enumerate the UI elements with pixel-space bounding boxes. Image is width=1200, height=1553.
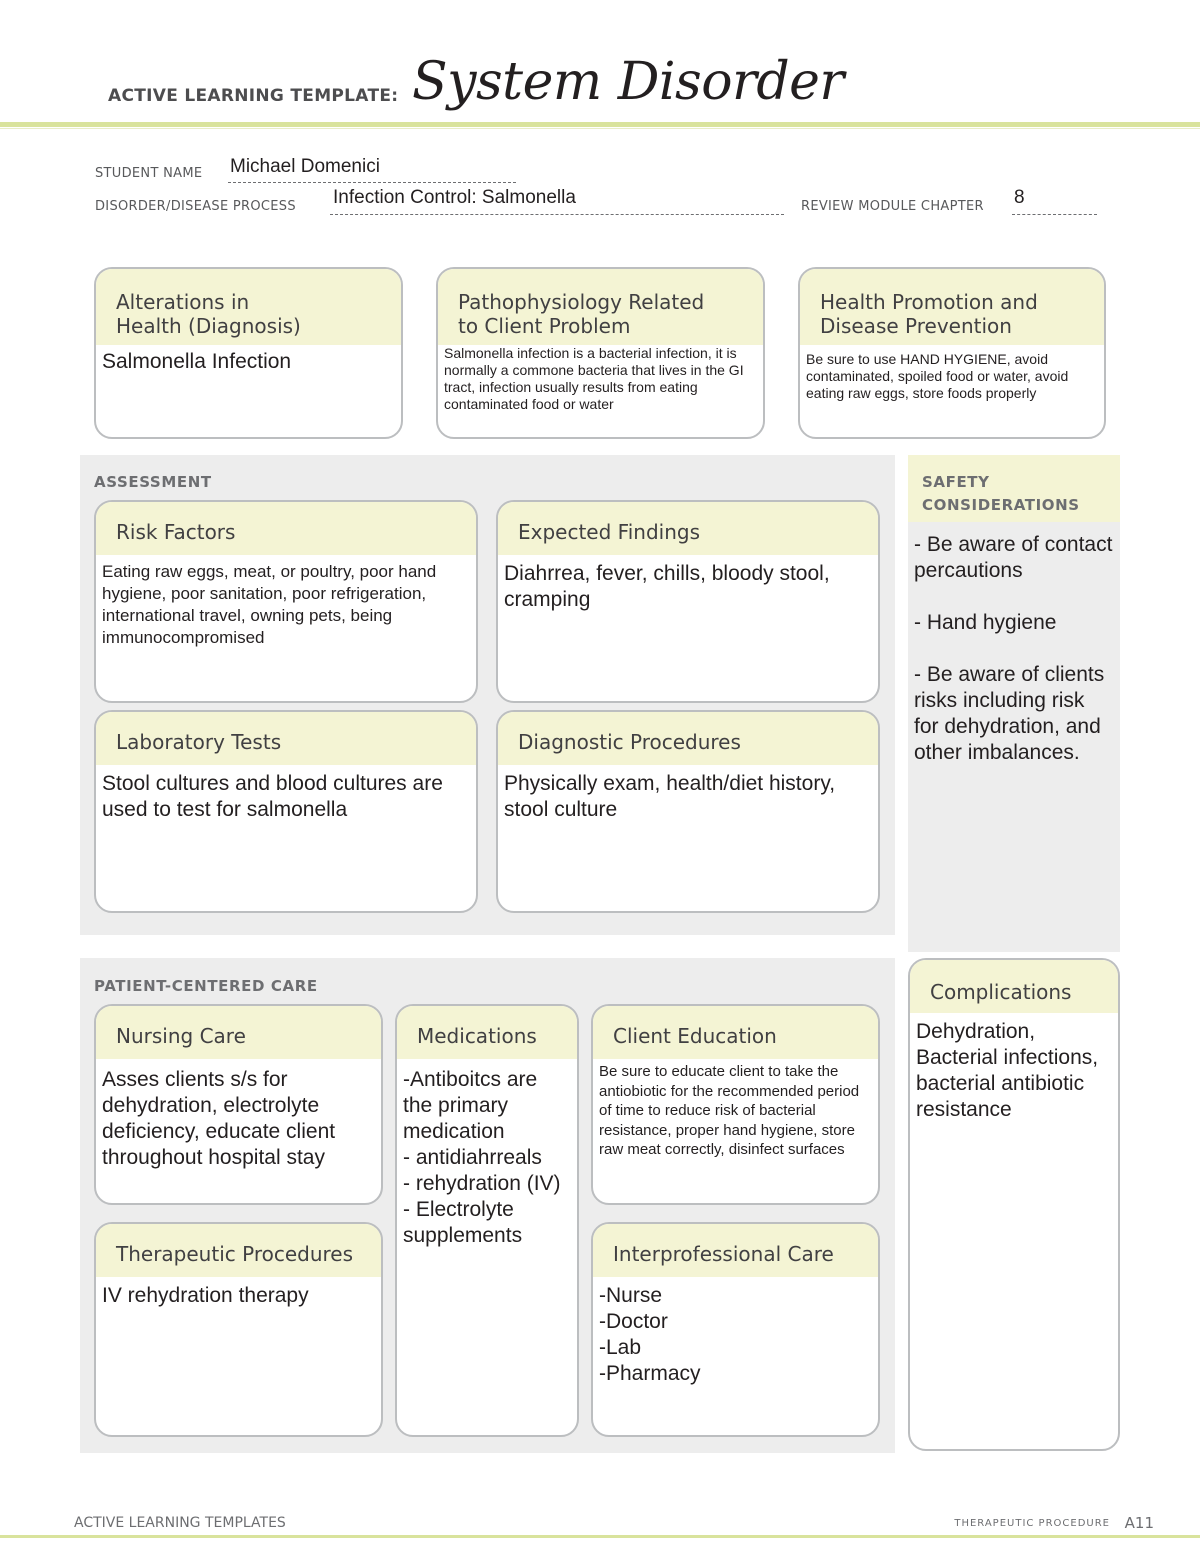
pathophysiology-body[interactable]: Salmonella infection is a bacterial infection, it is normally a commone bacteria that lives in the GI tract, infection usually results from eating contaminated food or water [444,345,744,412]
safety-title [908,455,1120,522]
therapeutic-procedures-title: Therapeutic Procedures [96,1224,381,1277]
template-label: ACTIVE LEARNING TEMPLATE: [108,86,399,106]
alterations-title [96,269,401,345]
therapeutic-procedures-card [94,1222,383,1437]
interprofessional-care-body[interactable] [593,1277,878,1391]
diagnostic-procedures-body[interactable]: Physically exam, health/diet history, stool culture [504,772,836,821]
medication-line: - antidiahrreals [403,1146,542,1169]
assessment-title: ASSESSMENT [94,473,212,491]
interprofessional-line: -Pharmacy [599,1362,701,1385]
safety-item: - Hand hygiene [914,611,1057,634]
laboratory-tests-title: Laboratory Tests [96,712,476,765]
health-promotion-title [800,269,1104,345]
safety-item: - Be aware of clients risks including risk for dehydration, and other imbalances. [914,663,1105,764]
pathophysiology-title-line1: Pathophysiology Related [458,290,705,314]
nursing-care-card [94,1004,383,1205]
expected-findings-body[interactable]: Diahrrea, fever, chills, bloody stool, cramping [504,562,830,611]
chapter-value[interactable]: 8 [1014,187,1025,208]
student-name-label: STUDENT NAME [95,166,203,181]
chapter-line [1012,214,1097,215]
template-title: System Disorder [412,52,844,112]
safety-body[interactable] [908,522,1120,952]
interprofessional-line: -Doctor [599,1310,668,1333]
health-promotion-body[interactable]: Be sure to use HAND HYGIENE, avoid contaminated, spoiled food or water, avoid eating raw eggs, store foods properly [806,351,1069,401]
alterations-title-line2: Health (Diagnosis) [116,314,301,338]
header-divider [0,122,1200,127]
student-name-line [228,182,516,183]
safety-item: - Be aware of contact percautions [914,533,1113,582]
complications-card [908,958,1120,1451]
client-education-card [591,1004,880,1205]
alterations-card [94,267,403,439]
expected-findings-title: Expected Findings [498,502,878,555]
client-education-body[interactable]: Be sure to educate client to take the antiobiotic for the recommended period of time to reduce risk of bacterial resistance, proper hand hygiene, store raw meat correctly, disinfect surfaces [599,1063,860,1158]
medication-line: -Antiboitcs are the primary medication [403,1068,538,1143]
health-promotion-title-line2: Disease Prevention [820,314,1012,338]
footer-left-label: ACTIVE LEARNING TEMPLATES [74,1515,286,1531]
interprofessional-line: -Nurse [599,1284,663,1307]
alterations-body[interactable]: Salmonella Infection [102,350,292,373]
nursing-care-title: Nursing Care [96,1006,381,1059]
footer-right-label: THERAPEUTIC PROCEDURE [954,1518,1110,1529]
risk-factors-card [94,500,478,703]
interprofessional-care-card [591,1222,880,1437]
health-promotion-title-line1: Health Promotion and [820,290,1038,314]
header-divider-thin [0,128,1200,129]
diagnostic-procedures-title: Diagnostic Procedures [498,712,878,765]
complications-body[interactable]: Dehydration, Bacterial infections, bacterial antibiotic resistance [916,1020,1099,1121]
chapter-label: REVIEW MODULE CHAPTER [801,199,984,214]
client-education-title: Client Education [593,1006,878,1059]
risk-factors-body[interactable]: Eating raw eggs, meat, or poultry, poor hand hygiene, poor sanitation, poor refrigeration, international travel, owning pets, being immunocompromised [102,562,437,647]
pathophysiology-title-line2: to Client Problem [458,314,631,338]
disorder-value[interactable]: Infection Control: Salmonella [333,187,576,208]
pathophysiology-card [436,267,765,439]
laboratory-tests-card [94,710,478,913]
medication-line: - Electrolyte supplements [403,1198,523,1247]
health-promotion-card [798,267,1106,439]
disorder-label: DISORDER/DISEASE PROCESS [95,199,296,214]
complications-title: Complications [910,960,1118,1013]
laboratory-tests-body[interactable]: Stool cultures and blood cultures are used to test for salmonella [102,772,443,821]
nursing-care-body[interactable]: Asses clients s/s for dehydration, electrolyte deficiency, educate client throughout hospital stay [102,1068,336,1169]
medication-line: - rehydration (IV) [403,1172,561,1195]
medications-title: Medications [397,1006,577,1059]
safety-title-line2: CONSIDERATIONS [922,496,1080,514]
diagnostic-procedures-card [496,710,880,913]
safety-title-line1: SAFETY [922,473,990,491]
expected-findings-card [496,500,880,703]
interprofessional-care-title: Interprofessional Care [593,1224,878,1277]
patient-care-title: PATIENT-CENTERED CARE [94,977,318,995]
disorder-line [330,214,784,215]
footer-divider [0,1535,1200,1538]
risk-factors-title: Risk Factors [96,502,476,555]
footer-page-number: A11 [1124,1514,1154,1532]
therapeutic-procedures-body[interactable]: IV rehydration therapy [102,1284,309,1307]
medications-body[interactable] [397,1059,577,1253]
medications-card [395,1004,579,1437]
alterations-title-line1: Alterations in [116,290,250,314]
interprofessional-line: -Lab [599,1336,642,1359]
pathophysiology-title [438,269,763,345]
student-name-value[interactable]: Michael Domenici [230,156,380,177]
